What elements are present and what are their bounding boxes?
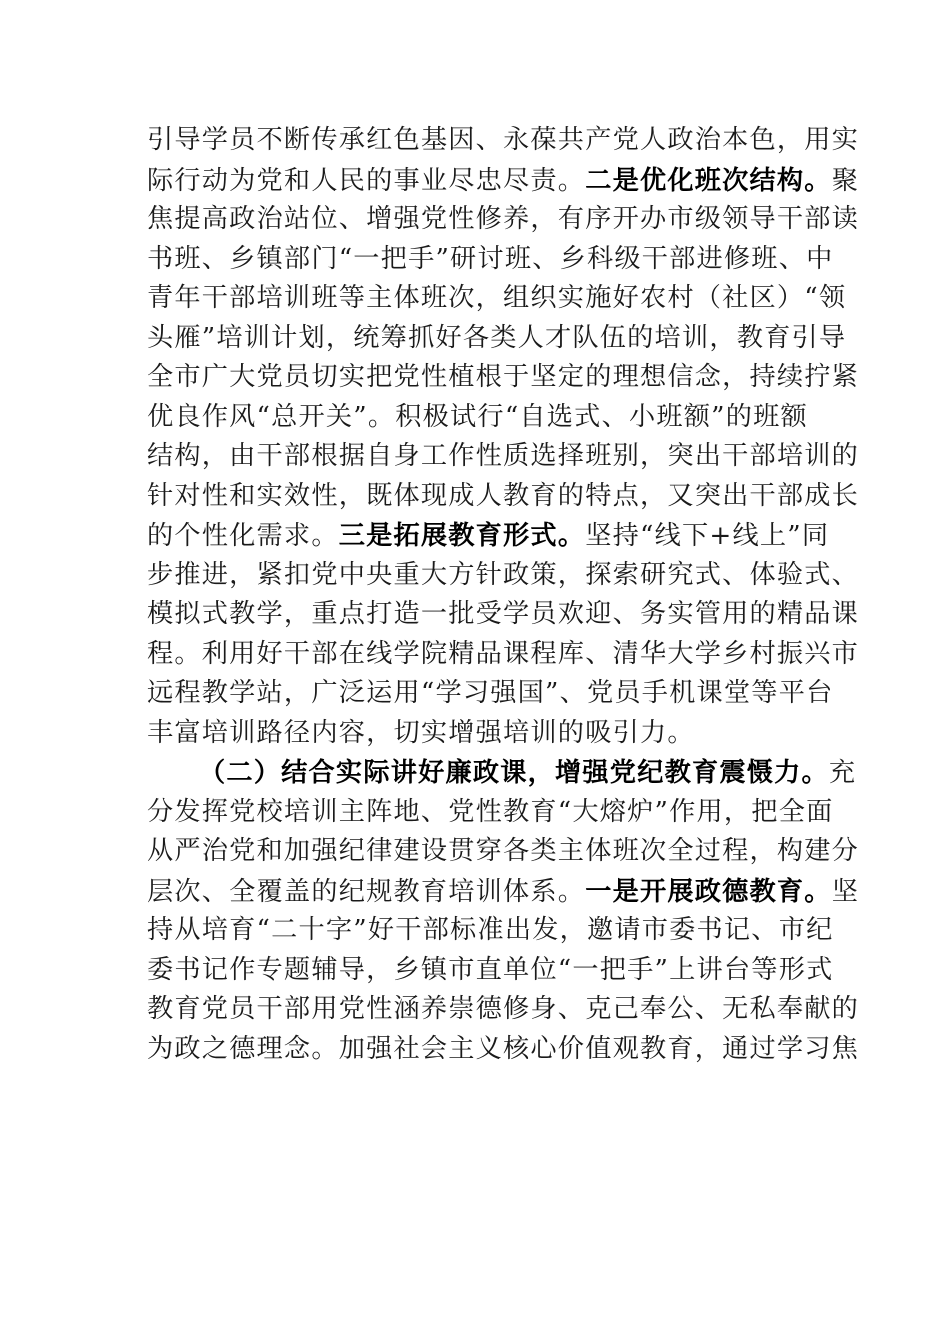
bold-heading-run: 二是优化班次结构。	[585, 164, 832, 196]
text-line	[147, 990, 860, 1030]
text-run: 焦提高政治站位、增强党性修养，有序开办市级领导干部读	[147, 204, 860, 234]
text-run: 程。利用好干部在线学院精品课程库、清华大学乡村振兴市	[147, 638, 860, 669]
text-run: 丰富培训路径内容，切实增强培训的吸引力。	[147, 717, 695, 748]
text-line	[147, 674, 834, 714]
text-run: 持从培育“二十字”好干部标准出发，邀请市委书记、市纪	[147, 915, 834, 945]
text-run: 针对性和实效性，既体现成人教育的特点，又突出干部成长	[147, 480, 860, 511]
text-run: 为政之德理念。加强社会主义核心价值观教育，通过学习焦	[147, 1033, 860, 1064]
text-line	[147, 279, 847, 319]
text-run: 的个性化需求。	[147, 521, 339, 551]
text-line	[147, 951, 834, 991]
text-line	[147, 398, 807, 438]
text-run: 充	[828, 758, 857, 788]
text-run: 层次、全覆盖的纪规教育培训体系。	[147, 876, 586, 907]
bold-heading-run: 一是开展政德教育。	[585, 875, 832, 907]
text-run: 引导学员不断传承红色基因、永葆共产党人政治本色，用实	[147, 125, 860, 155]
text-line	[147, 793, 834, 833]
text-run: 坚持“线下+线上”同	[585, 521, 830, 551]
text-run: 委书记作专题辅导，乡镇市直单位“一把手”上讲台等形式	[147, 954, 834, 985]
text-run: 教育党员干部用党性涵养崇德修身、克己奉公、无私奉献的	[147, 994, 860, 1024]
text-run: 模拟式教学，重点打造一批受学员欢迎、务实管用的精品课	[147, 599, 860, 629]
text-line	[147, 911, 834, 951]
text-line	[147, 240, 834, 280]
text-line	[147, 161, 860, 201]
bold-heading-run: 三是拓展教育形式。	[338, 520, 586, 551]
text-run: 聚	[831, 165, 860, 196]
text-line	[147, 121, 860, 161]
text-line	[147, 358, 860, 398]
text-line	[147, 872, 860, 912]
text-line	[147, 516, 830, 556]
text-line	[147, 556, 860, 596]
text-run: 坚	[831, 876, 860, 907]
text-run: 步推进，紧扣党中央重大方针政策，探索研究式、体验式、	[147, 559, 860, 590]
text-line	[147, 832, 860, 872]
text-run: 书班、乡镇部门“一把手”研讨班、乡科级干部进修班、中	[147, 243, 834, 274]
text-run: 结构，由干部根据自身工作性质选择班别，突出干部培训的	[147, 441, 860, 471]
text-run: 际行动为党和人民的事业尽忠尽责。	[147, 165, 586, 196]
text-line	[147, 319, 847, 359]
bold-heading-run: （二）结合实际讲好廉政课，增强党纪教育震慑力。	[199, 757, 829, 788]
text-run: 全市广大党员切实把党性植根于坚定的理想信念，持续拧紧	[147, 362, 860, 392]
text-run: 青年干部培训班等主体班次，组织实施好农村（社区）“领	[147, 283, 847, 313]
text-line	[147, 753, 857, 793]
text-line	[147, 200, 860, 240]
body-text	[147, 121, 860, 1069]
text-run: 远程教学站，广泛运用“学习强国”、党员手机课堂等平台	[147, 678, 834, 708]
text-line	[147, 1030, 860, 1070]
text-line	[147, 635, 860, 675]
text-line	[147, 437, 860, 477]
text-run: 从严治党和加强纪律建设贯穿各类主体班次全过程，构建分	[147, 836, 860, 866]
text-run: 分发挥党校培训主阵地、党性教育“大熔炉”作用，把全面	[147, 796, 834, 827]
text-run: 头雁”培训计划，统筹抓好各类人才队伍的培训，教育引导	[147, 322, 847, 353]
text-line	[147, 477, 860, 517]
text-line	[147, 714, 807, 754]
text-run: 优良作风“总开关”。积极试行“自选式、小班额”的班额	[147, 401, 808, 432]
text-line	[147, 595, 860, 635]
